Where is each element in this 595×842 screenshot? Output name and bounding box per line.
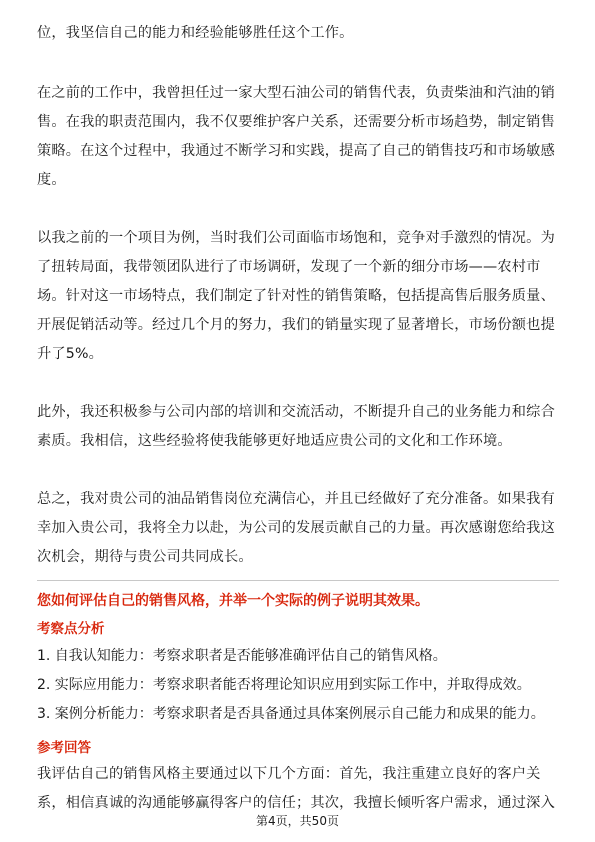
paragraph-conclusion: 总之，我对贵公司的油品销售岗位充满信心，并且已经做好了充分准备。如果我有幸加入贵公司，我将全力以赴，为公司的发展贡献自己的力量。再次感谢您给我这次机会，期待与贵公司共同成长。 [37, 491, 555, 565]
paragraph-previous-job: 在之前的工作中，我曾担任过一家大型石油公司的销售代表，负责柴油和汽油的销售。在我的职责范围内，我不仅要维护客户关系，还需要分析市场趋势，制定销售策略。在这个过程中，我通过不断学习和实践，提高了自己的销售技巧和市场敏感度。 [37, 85, 555, 188]
paragraph-project-example: 以我之前的一个项目为例，当时我们公司面临市场饱和，竞争对手激烈的情况。为了扭转局面，我带领团队进行了市场调研，发现了一个新的细分市场——农村市场。针对这一市场特点，我们制定了针对性的销售策略，包括提高售后服务质量、开展促销活动等。经过几个月的努力，我们的销量实现了显著增长，市场份额也提升了5%。 [37, 230, 555, 362]
answer-text: 我评估自己的销售风格主要通过以下几个方面：首先，我注重建立良好的客户关系，相信真诚的沟通能够赢得客户的信任；其次，我擅长倾听客户需求，通过深入 [37, 766, 555, 811]
question-heading: 您如何评估自己的销售风格，并举一个实际的例子说明其效果。 [37, 593, 429, 609]
section-divider [37, 580, 559, 581]
answer-title: 参考回答 [37, 740, 91, 756]
analysis-item: 3. 案例分析能力：考察求职者是否具备通过具体案例展示自己能力和成果的能力。 [37, 706, 545, 722]
analysis-item: 1. 自我认知能力：考察求职者是否能够准确评估自己的销售风格。 [37, 648, 447, 664]
analysis-title: 考察点分析 [37, 621, 105, 637]
paragraph-intro-ending: 位，我坚信自己的能力和经验能够胜任这个工作。 [37, 25, 354, 41]
page-number-footer: 第4页，共50页 [256, 814, 339, 828]
analysis-item: 2. 实际应用能力：考察求职者能否将理论知识应用到实际工作中，并取得成效。 [37, 677, 531, 693]
paragraph-training: 此外，我还积极参与公司内部的培训和交流活动，不断提升自己的业务能力和综合素质。我相信，这些经验将使我能够更好地适应贵公司的文化和工作环境。 [37, 404, 555, 449]
